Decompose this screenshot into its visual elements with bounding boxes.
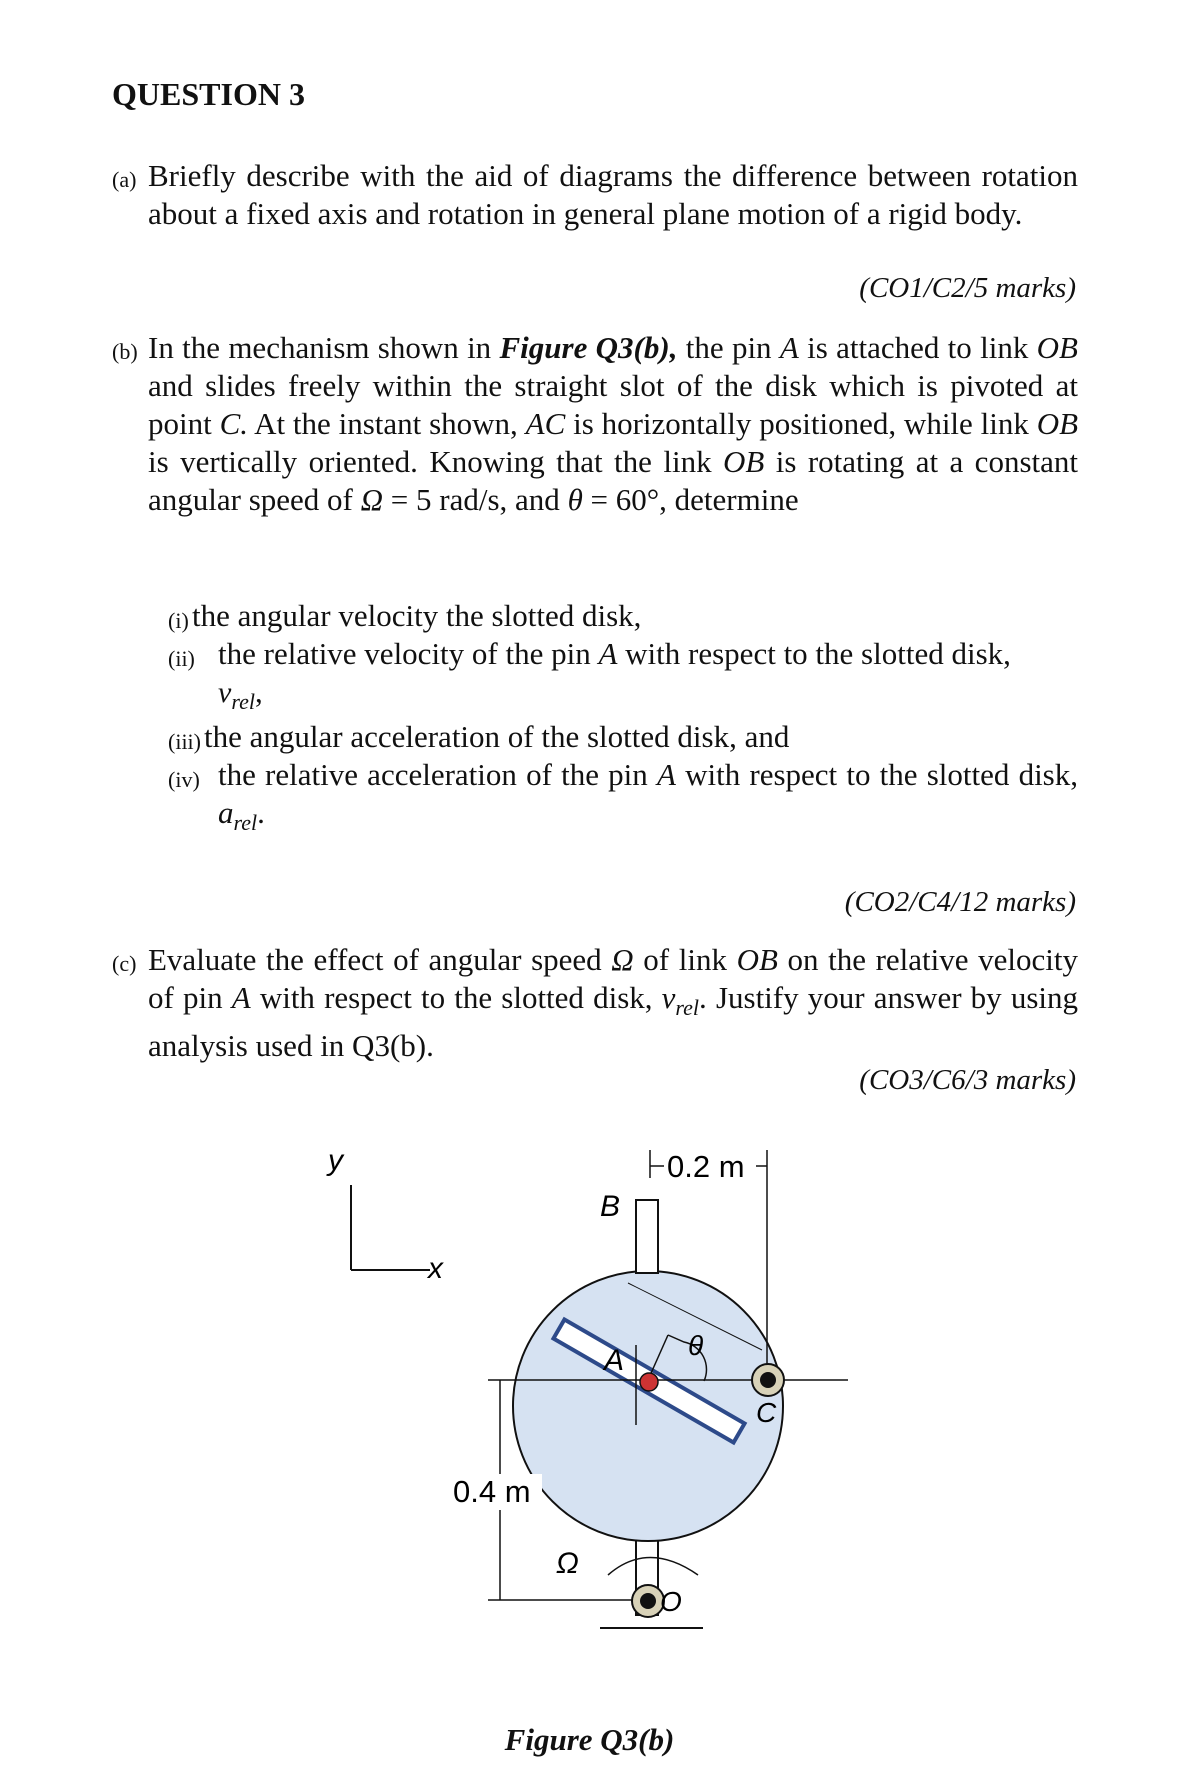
item-iii-label: (iii) [168, 729, 201, 754]
question-heading: QUESTION 3 [112, 76, 305, 112]
part-b-text: is rotating at a constant angular speed of [148, 444, 1078, 517]
part-a-marks: (CO1/C2/5 marks) [859, 272, 1076, 304]
part-b-text: the pin [677, 330, 780, 365]
symbol-theta: θ [567, 482, 583, 517]
part-c-text: of link [633, 942, 737, 977]
item-ii-text: with respect to the slotted disk, [617, 636, 1011, 671]
dimension-0-4m: 0.4 m [453, 1474, 531, 1509]
item-iv-text: with respect to the slotted disk, [675, 757, 1078, 792]
x-axis-label: x [428, 1252, 443, 1285]
item-ii-label: (ii) [168, 646, 195, 671]
slotted-disk [513, 1271, 783, 1541]
part-b-text: In the mechanism shown in [148, 330, 500, 365]
pin-a [640, 1373, 658, 1391]
point-b-label: B [600, 1190, 621, 1223]
part-a-text: Briefly describe with the aid of diagrams the difference between rotation about a fixed axis and rotation in general plane motion of a rigid body. [148, 158, 1078, 231]
part-b-text: is vertically oriented. Knowing that the link [148, 444, 723, 479]
part-b-text: = 60°, determine [582, 482, 799, 517]
pivot-o-center [640, 1593, 656, 1609]
symbol-c: C. [219, 406, 248, 441]
subscript-rel: rel [231, 689, 255, 714]
part-b-marks: (CO2/C4/12 marks) [844, 886, 1076, 918]
symbol-a-rel: a [218, 795, 234, 830]
item-iii-text: the angular acceleration of the slotted disk, and [204, 719, 790, 754]
subscript-rel: rel [675, 995, 700, 1020]
symbol-v: v [661, 980, 676, 1015]
symbol-ob: OB [736, 942, 778, 977]
symbol-a: A [779, 330, 799, 365]
punctuation: , [254, 674, 263, 709]
part-b-label: (b) [112, 339, 138, 364]
part-c-text: . Justify your answer by using analysis used in Q3(b). [148, 980, 1078, 1063]
theta-label: θ [688, 1330, 704, 1361]
symbol-ob: OB [723, 444, 765, 479]
point-c-label: C [756, 1397, 777, 1428]
part-b-text: At the instant shown, [248, 406, 526, 441]
symbol-ob: OB [1036, 406, 1079, 441]
symbol-a: A [598, 636, 618, 671]
point-o-label: O [660, 1586, 682, 1617]
dimension-0-2m: 0.2 m [667, 1149, 745, 1184]
omega-label: Ω [556, 1547, 579, 1580]
point-a-label: A [604, 1344, 625, 1377]
figure-reference: Figure Q3(b), [499, 330, 678, 365]
part-c-marks: (CO3/C6/3 marks) [859, 1064, 1076, 1096]
part-c-text: on the relative velocity of pin [148, 942, 1078, 1015]
part-a-label: (a) [112, 167, 137, 192]
subscript-rel: rel [233, 810, 258, 835]
symbol-omega: Ω [360, 482, 384, 517]
item-i-label: (i) [168, 608, 189, 633]
part-c-label: (c) [112, 951, 137, 976]
symbol-omega: Ω [611, 942, 634, 977]
symbol-ac: AC [525, 406, 566, 441]
part-b-text: is horizontally positioned, while link [565, 406, 1037, 441]
item-ii-text: the relative velocity of the pin [218, 636, 599, 671]
symbol-v: v [218, 676, 232, 709]
symbol-ob: OB [1036, 330, 1078, 365]
figure-caption: Figure Q3(b) [504, 1722, 675, 1757]
y-axis-label: y [328, 1144, 343, 1177]
symbol-a: A [231, 980, 251, 1015]
part-b-text: is attached to link [798, 330, 1037, 365]
item-iv-label: (iv) [168, 767, 200, 792]
part-c-text: with respect to the slotted disk, [250, 980, 662, 1015]
pivot-c-center [760, 1372, 776, 1388]
part-b-text: = 5 rad/s, and [383, 482, 568, 517]
item-i-text: the angular velocity the slotted disk, [192, 598, 642, 633]
part-b-text: and slides freely within the straight slot of the disk which is pivoted at point [148, 368, 1078, 441]
symbol-a: A [656, 757, 676, 792]
item-iv-text: the relative acceleration of the pin [218, 757, 657, 792]
punctuation: . [257, 795, 265, 830]
link-ob-upper [636, 1200, 658, 1273]
part-c-text: Evaluate the effect of angular speed [148, 942, 612, 977]
